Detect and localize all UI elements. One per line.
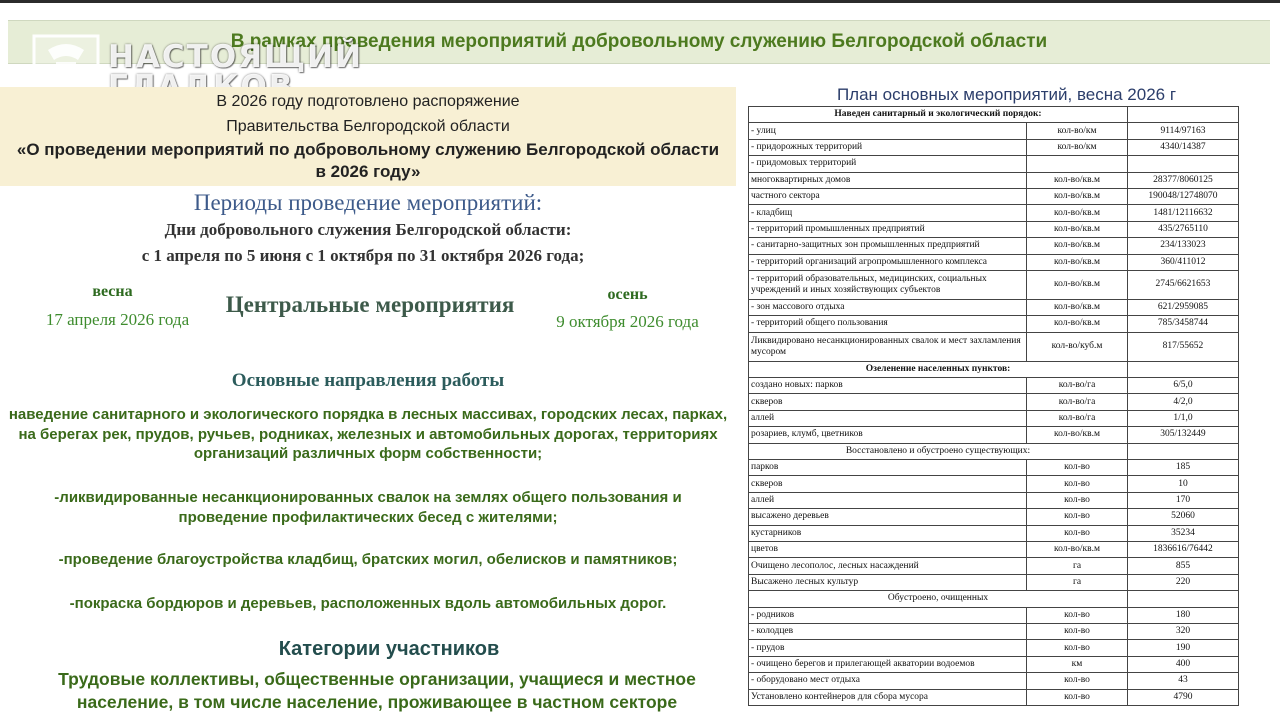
row-label: - прудов [749,640,1027,656]
row-label: Высажено лесных культур [749,574,1027,590]
direction-item-2: -ликвидированные несанкционированных свалок на землях общего пользования и проведение профилактических бесед с жителями; [54,489,682,526]
row-label: Установлено контейнеров для сбора мусора [749,689,1027,705]
plan-title: План основных мероприятий, весна 2026 г [836,85,1177,104]
service-days-dates: с 1 апреля по 5 июня с 1 октября по 31 октября 2026 года; [141,246,585,265]
row-unit: кол-во [1027,607,1128,623]
table-row [749,188,1239,204]
table-row [749,410,1239,426]
row-value: 180 [1128,607,1239,623]
row-unit: кол-во/кв.м [1027,270,1128,299]
row-value: 1/1,0 [1128,410,1239,426]
section-empty-cell [1128,591,1239,607]
row-unit: кол-во [1027,525,1128,541]
row-value [1128,156,1239,172]
row-label: - зон массового отдыха [749,299,1027,315]
row-value: 52060 [1128,509,1239,525]
table-row [749,607,1239,623]
row-unit: га [1027,558,1128,574]
row-unit: кол-во [1027,673,1128,689]
row-label: - родников [749,607,1027,623]
row-label: - территорий общего пользования [749,316,1027,332]
table-row [749,332,1239,361]
row-unit: кол-во [1027,509,1128,525]
row-label: - территорий промышленных предприятий [749,221,1027,237]
row-value: 220 [1128,574,1239,590]
row-unit: кол-во/кв.м [1027,188,1128,204]
row-unit: кол-во/кв.м [1027,238,1128,254]
table-row [749,254,1239,270]
table-row [749,509,1239,525]
row-value: 621/2959085 [1128,299,1239,315]
row-value: 855 [1128,558,1239,574]
row-value: 817/55652 [1128,332,1239,361]
table-section-row [749,443,1239,459]
row-unit: кол-во/кв.м [1027,221,1128,237]
row-label: аллей [749,410,1027,426]
row-label: розариев, клумб, цветников [749,427,1027,443]
header-banner: В рамках проведения мероприятий добровольному служению Белгородской области [8,20,1270,64]
service-days-title: Дни добровольного служения Белгородской области: [164,220,572,239]
table-row [749,673,1239,689]
row-label: - санитарно-защитных зон промышленных предприятий [749,238,1027,254]
spring-date: 17 апреля 2026 года [45,310,190,329]
table-row [749,574,1239,590]
row-unit: кол-во/кв.м [1027,316,1128,332]
row-label: - территорий организаций агропромышленного комплекса [749,254,1027,270]
table-row [749,378,1239,394]
row-label: - придорожных территорий [749,139,1027,155]
periods-title: Периоды проведение мероприятий: [193,190,543,215]
row-value: 35234 [1128,525,1239,541]
row-label: скверов [749,394,1027,410]
section-empty-cell [1128,443,1239,459]
row-label: аллей [749,492,1027,508]
section-empty-cell [1128,107,1239,123]
top-border-line [0,0,1280,3]
row-value: 43 [1128,673,1239,689]
row-label: высажено деревьев [749,509,1027,525]
row-label: многоквартирных домов [749,172,1027,188]
table-row [749,221,1239,237]
spring-label: весна [92,283,133,300]
row-value: 190 [1128,640,1239,656]
row-value: 360/411012 [1128,254,1239,270]
table-section-row [749,361,1239,377]
row-label: - оборудовано мест отдыха [749,673,1027,689]
row-label: - колодцев [749,623,1027,639]
row-unit: км [1027,656,1128,672]
row-label: парков [749,460,1027,476]
row-unit: кол-во/кв.м [1027,299,1128,315]
row-unit [1027,156,1128,172]
row-value: 170 [1128,492,1239,508]
row-value: 4/2,0 [1128,394,1239,410]
section-label: Обустроено, очищенных [749,591,1128,607]
row-unit: кол-во [1027,640,1128,656]
table-row [749,172,1239,188]
row-value: 28377/8060125 [1128,172,1239,188]
row-unit: кол-во [1027,460,1128,476]
row-unit: кол-во/кв.м [1027,427,1128,443]
table-row [749,689,1239,705]
table-row [749,558,1239,574]
plan-table [748,106,1239,706]
intro-box [0,87,736,186]
table-row [749,299,1239,315]
row-value: 10 [1128,476,1239,492]
directions-title: Основные направления работы [231,370,505,391]
table-row [749,460,1239,476]
row-value: 190048/12748070 [1128,188,1239,204]
row-label: Очищено лесополос, лесных насаждений [749,558,1027,574]
table-row [749,123,1239,139]
row-value: 6/5,0 [1128,378,1239,394]
row-label: - придомовых территорий [749,156,1027,172]
table-row [749,492,1239,508]
row-unit: кол-во [1027,689,1128,705]
participants-title: Категории участников [278,638,500,660]
row-label: кустарников [749,525,1027,541]
table-row [749,156,1239,172]
row-unit: кол-во [1027,623,1128,639]
participants-text: Трудовые коллективы, общественные организации, учащиеся и местное население, в том числе население, проживающее в частном секторе [58,669,696,712]
row-unit: кол-во [1027,492,1128,508]
table-section-row [749,107,1239,123]
row-value: 234/133023 [1128,238,1239,254]
row-value: 435/2765110 [1128,221,1239,237]
direction-item-3: -проведение благоустройства кладбищ, братских могил, обелисков и памятников; [58,551,678,568]
autumn-label: осень [607,286,648,303]
row-unit: кол-во/га [1027,378,1128,394]
row-value: 320 [1128,623,1239,639]
row-value: 400 [1128,656,1239,672]
row-value: 1481/12116632 [1128,205,1239,221]
row-label: - территорий образовательных, медицинских, социальных учреждений и иных хозяйствующих субъектов [749,270,1027,299]
row-value: 2745/6621653 [1128,270,1239,299]
row-value: 4340/14387 [1128,139,1239,155]
row-label: - улиц [749,123,1027,139]
row-value: 305/132449 [1128,427,1239,443]
table-row [749,525,1239,541]
row-label: создано новых: парков [749,378,1027,394]
row-unit: кол-во/км [1027,123,1128,139]
row-label: - кладбищ [749,205,1027,221]
direction-item-4: -покраска бордюров и деревьев, расположенных вдоль автомобильных дорог. [69,595,667,612]
row-unit: кол-во/км [1027,139,1128,155]
row-unit: кол-во/га [1027,394,1128,410]
row-value: 9114/97163 [1128,123,1239,139]
row-unit: кол-во/куб.м [1027,332,1128,361]
row-unit: кол-во/га [1027,410,1128,426]
row-label: частного сектора [749,188,1027,204]
row-label: Ликвидировано несанкционированных свалок и мест захламления мусором [749,332,1027,361]
row-label: цветов [749,541,1027,557]
section-label: Наведен санитарный и экологический порядок: [749,107,1128,123]
intro-line-1: В 2026 году подготовлено распоряжение [216,93,520,110]
table-row [749,205,1239,221]
intro-line-2: Правительства Белгородской области [226,118,510,135]
watermark-line-1: НАСТОЯЩИЙ [108,39,364,75]
row-value: 785/3458744 [1128,316,1239,332]
table-section-row [749,591,1239,607]
autumn-date: 9 октября 2026 года [556,312,699,331]
section-label: Озеленение населенных пунктов: [749,361,1128,377]
row-value: 1836616/76442 [1128,541,1239,557]
table-row [749,394,1239,410]
central-events-title: Центральные мероприятия [225,292,515,317]
row-unit: кол-во [1027,476,1128,492]
section-empty-cell [1128,361,1239,377]
table-row [749,656,1239,672]
direction-item-1: наведение санитарного и экологического порядка в лесных массивах, городских лесах, парках, на берегах рек, прудов, ручьев, родниках, железных и автомобильных дорогах, территориях организаций различных форм собственности; [8,406,728,462]
table-row [749,270,1239,299]
intro-order-title: «О проведении мероприятий по добровольному служению Белгородской области в 2026 году» [16,140,720,181]
row-unit: кол-во/кв.м [1027,172,1128,188]
table-row [749,139,1239,155]
row-value: 185 [1128,460,1239,476]
row-unit: га [1027,574,1128,590]
row-label: - очищено берегов и прилегающей акватории водоемов [749,656,1027,672]
table-row [749,640,1239,656]
table-row [749,476,1239,492]
section-label: Восстановлено и обустроено существующих: [749,443,1128,459]
table-row [749,427,1239,443]
row-unit: кол-во/кв.м [1027,541,1128,557]
table-row [749,238,1239,254]
table-row [749,316,1239,332]
row-unit: кол-во/кв.м [1027,205,1128,221]
table-row [749,541,1239,557]
row-unit: кол-во/кв.м [1027,254,1128,270]
row-label: скверов [749,476,1027,492]
table-row [749,623,1239,639]
row-value: 4790 [1128,689,1239,705]
